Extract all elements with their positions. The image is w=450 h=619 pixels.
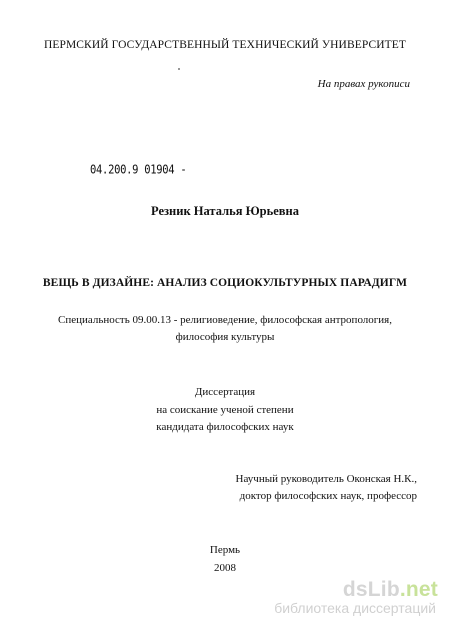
watermark-logo-tld: .net — [399, 578, 438, 601]
supervisor-line-2: доктор философских наук, профессор — [239, 490, 417, 502]
specialty-line-2: философия культуры — [175, 331, 275, 343]
speck-mark — [178, 68, 180, 70]
catalog-number: 04.200.9 01904 - — [90, 163, 187, 177]
year: 2008 — [214, 562, 236, 574]
degree-line-2: кандидата философских наук — [156, 421, 294, 433]
author-name: Резник Наталья Юрьевна — [151, 204, 299, 218]
watermark-logo — [343, 578, 438, 602]
supervisor-line-1: Научный руководитель Оконская Н.К., — [235, 473, 417, 485]
city: Пермь — [209, 544, 241, 556]
university-name: ПЕРМСКИЙ ГОСУДАРСТВЕННЫЙ ТЕХНИЧЕСКИЙ УНИВЕРСИТЕТ — [43, 39, 407, 51]
dissertation-label: Диссертация — [194, 386, 256, 398]
watermark-logo-main: dsLib — [342, 578, 400, 601]
degree-line-1: на соискание ученой степени — [156, 404, 294, 416]
rights-notice: На правах рукописи — [317, 78, 410, 90]
specialty-line-1: Специальность 09.00.13 - религиоведение, философская антропология, — [58, 314, 392, 326]
dissertation-title: ВЕЩЬ В ДИЗАЙНЕ: АНАЛИЗ СОЦИОКУЛЬТУРНЫХ ПАРАДИГМ — [42, 277, 408, 289]
watermark-subtitle: библиотека диссертаций — [274, 600, 436, 616]
